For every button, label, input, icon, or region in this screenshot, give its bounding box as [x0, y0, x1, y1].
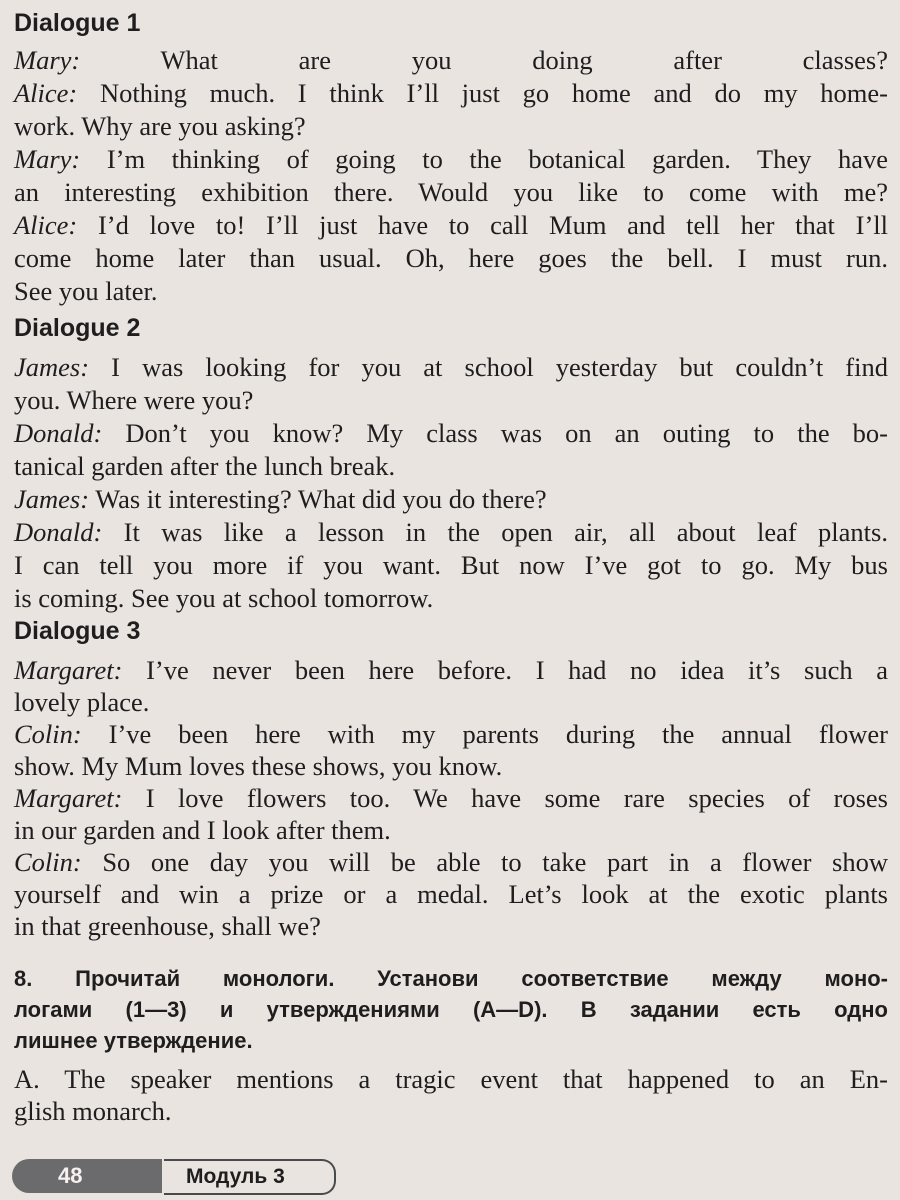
dialogue-line: yourself and win a prize or a medal. Let’s look at the exotic plants [14, 879, 888, 909]
dialogue-line: Mary: What are you doing after classes? [14, 45, 888, 75]
dialogue-line: Alice: Nothing much. I think I’ll just go home and do my home- [14, 78, 888, 108]
page-number: 48 [12, 1159, 162, 1193]
task-8-instruction: логами (1—3) и утверждениями (A—D). В задании есть одно [14, 997, 888, 1022]
dialogue-line: an interesting exhibition there. Would you like to come with me? [14, 177, 888, 207]
dialogue-line: Colin: So one day you will be able to take part in a flower show [14, 847, 888, 877]
dialogue-line: I can tell you more if you want. But now I’ve got to go. My bus [14, 550, 888, 580]
dialogue-line: work. Why are you asking? [14, 111, 306, 141]
dialogue-line: in our garden and I look after them. [14, 815, 391, 845]
page-footer [12, 1159, 342, 1195]
dialogue-line: is coming. See you at school tomorrow. [14, 583, 434, 613]
dialogue-line: James: Was it interesting? What did you do there? [14, 484, 547, 514]
dialogue-line: in that greenhouse, shall we? [14, 911, 321, 941]
dialogue-line: lovely place. [14, 687, 150, 717]
dialogue-line: Donald: Don’t you know? My class was on an outing to the bo- [14, 418, 888, 448]
dialogue-line: come home later than usual. Oh, here goes the bell. I must run. [14, 243, 888, 273]
dialogue-line: you. Where were you? [14, 385, 254, 415]
task-8-instruction: 8. Прочитай монологи. Установи соответствие между моно- [14, 966, 888, 991]
dialogue-line: show. My Mum loves these shows, you know. [14, 751, 503, 781]
dialogue-line: Donald: It was like a lesson in the open air, all about leaf plants. [14, 517, 888, 547]
dialogue-3-heading: Dialogue 3 [14, 617, 141, 645]
statement-a: A. The speaker mentions a tragic event that happened to an En- [14, 1064, 888, 1094]
module-label: Модуль 3 [164, 1159, 336, 1195]
dialogue-line: James: I was looking for you at school yesterday but couldn’t find [14, 352, 888, 382]
dialogue-line: tanical garden after the lunch break. [14, 451, 396, 481]
dialogue-line: Colin: I’ve been here with my parents during the annual flower [14, 719, 888, 749]
dialogue-1-heading: Dialogue 1 [14, 9, 141, 37]
dialogue-line: See you later. [14, 276, 158, 306]
dialogue-line: Margaret: I love flowers too. We have some rare species of roses [14, 783, 888, 813]
dialogue-line: Alice: I’d love to! I’ll just have to call Mum and tell her that I’ll [14, 210, 888, 240]
dialogue-line: Mary: I’m thinking of going to the botanical garden. They have [14, 144, 888, 174]
dialogue-line: Margaret: I’ve never been here before. I had no idea it’s such a [14, 655, 888, 685]
task-8-instruction: лишнее утверждение. [14, 1028, 253, 1053]
statement-a: glish monarch. [14, 1096, 172, 1126]
dialogue-2-heading: Dialogue 2 [14, 314, 141, 342]
